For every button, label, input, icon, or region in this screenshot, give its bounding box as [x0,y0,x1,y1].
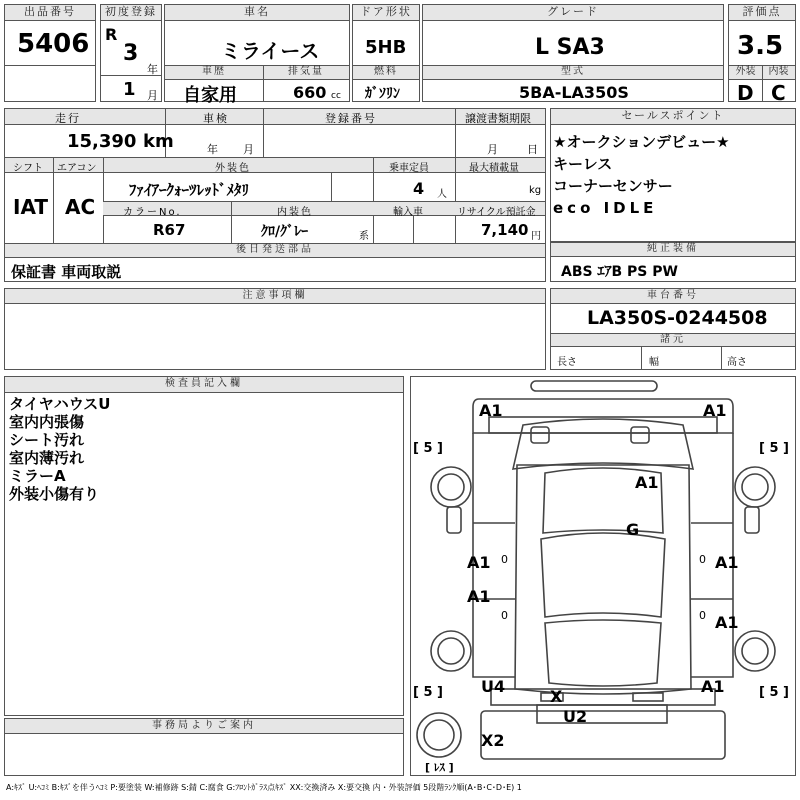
shift-value: IAT [13,195,49,219]
later-parts-value: 保証書 車両取説 [11,263,122,281]
door-value: 5HB [365,37,407,58]
recycle-value: 7,140 [481,221,529,239]
color-no-value: R67 [153,221,186,239]
tire-rating-rear-right: [ 5 ] [759,685,789,700]
damage-mark: A1 [703,401,727,420]
inspector-note: ミラーA [9,467,66,485]
score-label: 評価点 [729,5,795,21]
load-unit: kg [529,185,542,196]
capacity-value: 4 [413,179,425,198]
recycle-unit: 円 [531,231,541,242]
damage-mark: A1 [715,613,739,632]
model-value: 5BA-LA350S [519,83,629,102]
grade-value: L SA3 [535,35,605,60]
recycle-label: リサイクル預託金 [457,207,536,218]
tire-rating-front-left: [ 5 ] [413,441,443,456]
inspection-year-unit: 年 [207,143,218,156]
damage-mark: U4 [481,677,506,696]
equipment-value: ABS ｴｱB PS PW [561,264,678,280]
shift-label: シフト [13,163,43,174]
details-block [4,108,546,282]
inspector-note: タイヤハウスU [9,395,111,413]
sales-point-label: セールスポイント [551,109,795,125]
zero-mark: 0 [699,553,706,566]
damage-mark: A1 [467,553,491,572]
model-label: 型式 [423,66,723,80]
mileage-value: 15,390 [67,131,137,152]
transfer-label: 譲渡書類期限 [465,112,531,125]
damage-mark: A1 [701,677,725,696]
inspector-note: 室内内張傷 [9,413,85,431]
score-cell [728,4,796,105]
import-label: 輸入車 [393,207,423,218]
sales-item: eco IDLE [553,199,658,217]
month-unit: 月 [147,89,158,102]
spec-label: 諸元 [551,334,795,347]
damage-mark: A1 [467,587,491,606]
caution-label: 注意事項欄 [5,289,545,304]
height-label: 高さ [727,357,747,368]
color-no-label: カラーNo. [123,207,182,218]
displacement-label: 排気量 [288,66,324,77]
transfer-day-unit: 日 [527,143,538,156]
tire-rating-front-right: [ 5 ] [759,441,789,456]
office-box [4,718,404,776]
equipment-label: 純正装備 [551,243,795,257]
zero-mark: 0 [699,609,706,622]
damage-mark: X [550,687,563,706]
zero-mark: 0 [501,609,508,622]
inspector-note: 室内薄汚れ [9,449,85,467]
exterior-label: 外装 [735,66,756,77]
equipment-box [550,242,796,282]
office-label: 事務局よりご案内 [5,719,403,734]
grade-cell [422,4,724,102]
int-color-label: 内装色 [277,207,313,218]
transfer-month-unit: 月 [487,143,498,156]
ext-color-label: 外装色 [215,163,251,174]
inspector-notes-box [4,376,404,716]
displacement-unit: cc [331,91,341,101]
interior-grade: C [771,81,786,105]
capacity-label: 乗車定員 [389,163,429,174]
damage-mark: U2 [563,707,588,726]
chassis-box [550,288,796,370]
tire-rating-rear-left: [ 5 ] [413,685,443,700]
car-name: ミライース [221,39,320,63]
damage-mark: G [626,520,640,539]
damage-mark: X2 [481,731,505,750]
name-cell [164,4,350,106]
history-label: 車歴 [202,66,226,77]
reg-month: 1 [123,79,136,100]
spare-tire-label: [ ﾚｽ ] [425,761,454,774]
chassis-number: LA350S-0244508 [587,307,768,329]
car-diagram-svg [411,377,795,775]
first-registration-cell [100,4,162,102]
zero-mark: 0 [501,553,508,566]
door-cell [352,4,420,102]
damage-mark: A1 [715,553,739,572]
ac-label: エアコン [57,163,97,174]
load-label: 最大積載量 [469,163,519,174]
caution-box [4,288,546,370]
lot-number-cell [4,4,96,102]
width-label: 幅 [649,357,659,368]
sales-point-box [550,108,796,242]
ac-value: AC [65,195,96,219]
era: R [105,25,118,44]
car-diagram [410,376,796,776]
car-name-label: 車名 [165,5,349,21]
displacement-value: 660 [293,83,327,102]
score-value: 3.5 [737,31,784,61]
first-reg-label: 初度登録 [101,5,161,21]
length-label: 長さ [557,357,577,368]
lot-number: 5406 [17,29,90,59]
reg-year: 3 [123,41,139,66]
sales-item: ★オークションデビュー★ [553,133,730,151]
inspector-note: 外装小傷有り [9,485,100,503]
year-unit: 年 [147,63,158,76]
fuel-label: 燃料 [353,66,419,80]
sales-item: キーレス [553,155,613,173]
int-color-value: ｸﾛ/ｸﾞﾚｰ [261,224,309,240]
fuel-value: ｶﾞｿﾘﾝ [365,86,400,102]
later-parts-label: 後日発送部品 [5,244,545,258]
capacity-unit: 人 [437,189,447,200]
lot-number-label: 出品番号 [5,5,95,21]
mileage-label: 走行 [55,112,81,125]
reg-no-label: 登録番号 [325,112,377,125]
door-label: ドア形状 [353,5,419,21]
ext-color-value: ﾌｧｲｱｰｸｫｰﾂﾚｯﾄﾞﾒﾀﾘ [129,181,250,199]
damage-mark: A1 [479,401,503,420]
sales-item: コーナーセンサー [553,177,673,195]
int-color-suffix: 系 [359,231,369,242]
inspection-month-unit: 月 [243,143,254,156]
damage-mark: A1 [635,473,659,492]
inspection-label: 車検 [203,112,229,125]
grade-label: グレード [423,5,723,21]
exterior-grade: D [737,81,754,105]
legend: A:ｷｽﾞ U:ﾍｺﾐ B:ｷｽﾞを伴うﾍｺﾐ P:要塗装 W:補修跡 S:錆 C:腐食 G:ﾌﾛﾝﾄｶﾞﾗｽ点ｷｽﾞ XX:交換済み X:要交換 内・外装評価 5段階ﾗﾝｸ順(A･B･C･D･E) 1 [6,783,522,792]
interior-label: 内装 [768,66,789,77]
chassis-label: 車台番号 [551,289,795,304]
mileage-unit: km [143,131,174,152]
inspector-label: 検査員記入欄 [5,377,403,393]
history-value: 自家用 [183,85,237,106]
inspector-note: シート汚れ [9,431,85,449]
